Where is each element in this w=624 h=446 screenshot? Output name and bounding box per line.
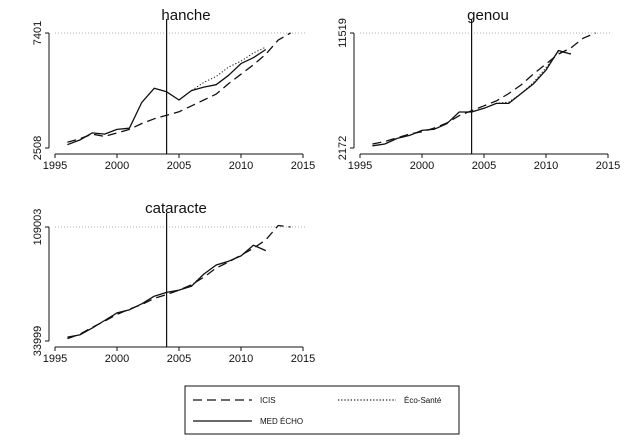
series-line--co-sant-	[179, 245, 266, 290]
x-tick-label: 1995	[42, 160, 68, 172]
series-line-icis	[372, 33, 595, 144]
y-tick-label: 2508	[32, 135, 44, 161]
x-tick-label: 2015	[290, 353, 316, 365]
series-line-icis	[67, 33, 290, 142]
x-tick-label: 2015	[290, 160, 316, 172]
legend	[185, 386, 459, 434]
x-tick-label: 1995	[347, 160, 373, 172]
x-tick-label: 1995	[42, 353, 68, 365]
panel-hanche	[32, 7, 315, 172]
y-tick-label: 11519	[337, 18, 349, 48]
series-line--co-sant-	[179, 47, 266, 100]
y-tick-label: 7401	[32, 20, 44, 46]
x-tick-label: 2000	[104, 160, 130, 172]
panel-cataracte	[32, 200, 315, 365]
series-line--co-sant-	[472, 52, 571, 112]
y-tick-label: 33999	[32, 325, 44, 357]
x-tick-label: 2005	[471, 160, 497, 172]
legend-box	[185, 386, 459, 434]
y-tick-label: 2172	[337, 135, 349, 161]
x-tick-label: 2010	[228, 353, 254, 365]
x-tick-label: 2010	[228, 160, 254, 172]
panel-title: hanche	[161, 7, 211, 24]
x-tick-label: 2000	[104, 353, 130, 365]
panel-title: genou	[467, 7, 509, 24]
x-tick-label: 2005	[166, 160, 192, 172]
panel-genou	[337, 7, 620, 172]
x-tick-label: 2005	[166, 353, 192, 365]
x-tick-label: 2000	[409, 160, 435, 172]
x-tick-label: 2015	[595, 160, 621, 172]
series-line-icis	[67, 226, 290, 339]
x-tick-label: 2010	[533, 160, 559, 172]
y-tick-label: 109003	[32, 208, 44, 246]
panel-title: cataracte	[145, 200, 207, 217]
legend-label: Éco-Santé	[404, 396, 442, 405]
legend-label: MED ÉCHO	[260, 417, 304, 426]
legend-label: ICIS	[260, 396, 276, 405]
